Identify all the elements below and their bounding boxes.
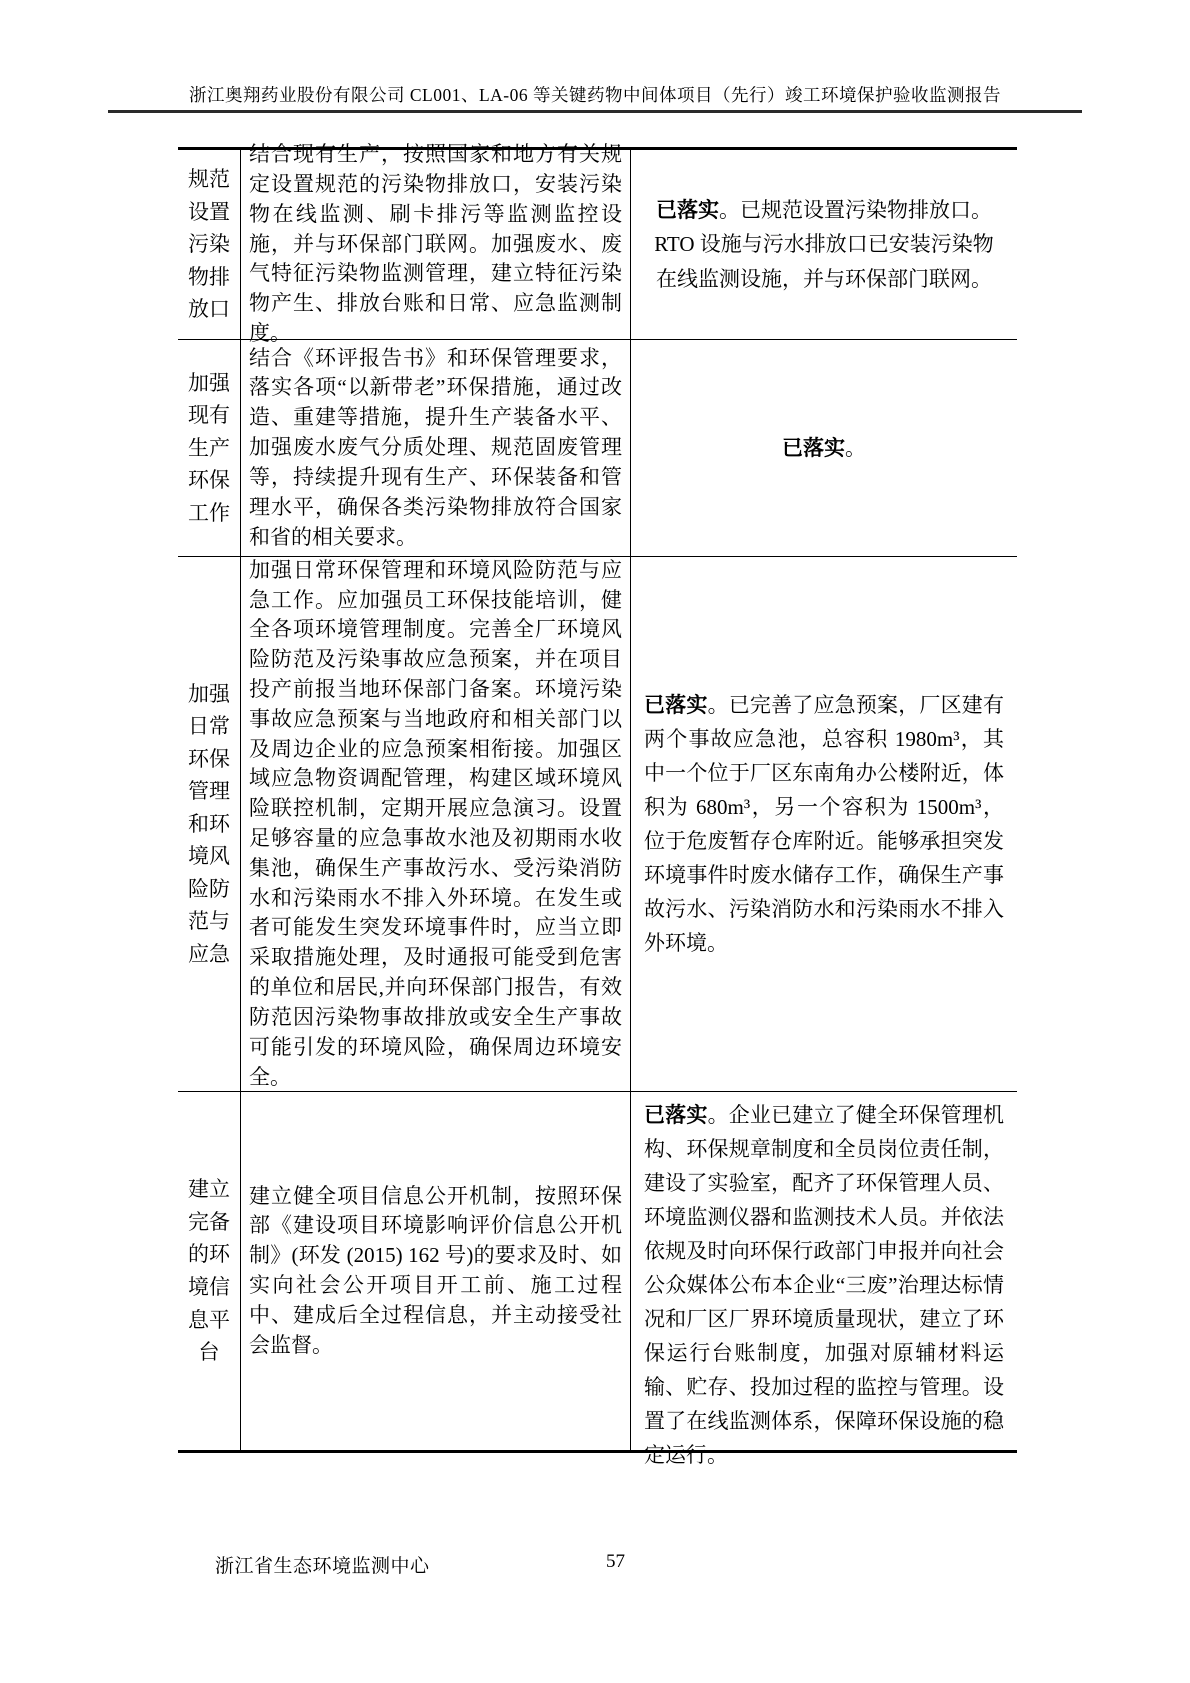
- status-text: [644, 1098, 1004, 1472]
- table-row: [178, 556, 1017, 1091]
- table-row: [178, 339, 1017, 556]
- table-row: [178, 142, 1017, 346]
- status-implemented-label: 已落实: [782, 435, 845, 460]
- requirement-text: 加强日常环保管理和环境风险防范与应急工作。应加强员工环保技能培训，健全各项环境管理制度。完善全厂环境风险防范及污染事故应急预案，并在项目投产前报当地环保部门备案。环境污染事故应急预案与当地政府和相关部门以及周边企业的应急预案相衔接。加强区域应急物资调配管理，构建区域环境风险联控机制，定期开展应急演习。设置足够容量的应急事故水池及初期雨水收集池，确保生产事故污水、受污染消防水和污染雨水不排入外环境。在发生或者可能发生突发环境事件时，应当立即采取措施处理，及时通报可能受到危害的单位和居民,并向环保部门报告，有效防范因污染物事故排放或安全生产事故可能引发的环境风险，确保周边环境安全。: [249, 557, 622, 1089]
- status-detail: 。企业已建立了健全环保管理机构、环保规章制度和全员岗位责任制，建设了实验室，配齐了环保管理人员、环境监测仪器和监测技术人员。并依法依规及时向环保行政部门申报并向社会公众媒体公布本企业“三废”治理达标情况和厂区厂界环境质量现状，建立了环保运行台账制度，加强对原辅材料运输、贮存、投加过程的监控与管理。设置了在线监测体系，保障环保设施的稳定运行。: [644, 1103, 1004, 1468]
- status-cell: [630, 557, 1017, 1091]
- row-label: 规范设置污染物排放口: [188, 167, 230, 322]
- status-cell: [630, 1092, 1017, 1468]
- status-implemented-label: 已落实: [644, 692, 708, 717]
- row-label-cell: [178, 150, 240, 339]
- row-label: 加强日常环保管理和环境风险防范与应急: [188, 681, 230, 966]
- status-cell: [630, 150, 1017, 339]
- row-label-cell: [178, 340, 240, 556]
- requirement-cell: [240, 1092, 630, 1450]
- status-implemented-label: 已落实: [644, 1103, 708, 1127]
- status-detail: 。: [845, 435, 866, 460]
- requirement-text: 建立健全项目信息公开机制，按照环保部《建设项目环境影响评价信息公开机制》(环发 (2015) 162 号)的要求及时、如实向社会公开项目开工前、施工过程中、建成后全过程信息，并主动接受社会监督。: [249, 1183, 622, 1357]
- page-header-title: 浙江奥翔药业股份有限公司 CL001、LA-06 等关键药物中间体项目（先行）竣工环境保护验收监测报告: [188, 85, 1001, 105]
- status-implemented-label: 已落实: [656, 198, 719, 223]
- row-label: 建立完备的环境信息平台: [188, 1177, 230, 1365]
- status-text: [644, 431, 1004, 465]
- footer-organization: 浙江省生态环境监测中心: [215, 1556, 430, 1577]
- status-text: [644, 193, 1004, 295]
- requirements-table: [178, 142, 1017, 1468]
- status-detail: 。已规范设置污染物排放口。RTO 设施与污水排放口已安装污染物在线监测设施，并与环保部门联网。: [654, 198, 994, 291]
- table-row: [178, 1091, 1017, 1468]
- requirement-cell: [240, 340, 630, 556]
- footer-page-number: 57: [606, 1551, 625, 1572]
- status-text: [644, 688, 1004, 960]
- requirement-cell: [240, 142, 630, 346]
- header-divider: [108, 110, 1082, 113]
- status-detail: 。已完善了应急预案，厂区建有两个事故应急池，总容积 1980m³，其中一个位于厂区东南角办公楼附近，体积为 680m³，另一个容积为 1500m³，位于危废暂存仓库附近。能够承担突发环境事件时废水储存工作，确保生产事故污水、污染消防水和污染雨水不排入外环境。: [644, 692, 1004, 956]
- requirement-text: 结合现有生产，按照国家和地方有关规定设置规范的污染物排放口，安装污染物在线监测、刷卡排污等监测监控设施，并与环保部门联网。加强废水、废气特征污染物监测管理，建立特征污染物产生、排放台账和日常、应急监测制度。: [249, 142, 622, 346]
- requirement-text: 结合《环评报告书》和环保管理要求，落实各项“以新带老”环保措施，通过改造、重建等措施，提升生产装备水平、加强废水废气分质处理、规范固废管理等，持续提升现有生产、环保装备和管理水平，确保各类污染物排放符合国家和省的相关要求。: [249, 345, 622, 549]
- status-cell: [630, 340, 1017, 556]
- requirement-cell: [240, 557, 630, 1091]
- row-label-cell: [178, 557, 240, 1091]
- row-label-cell: [178, 1092, 240, 1450]
- row-label: 加强现有生产环保工作: [188, 370, 230, 525]
